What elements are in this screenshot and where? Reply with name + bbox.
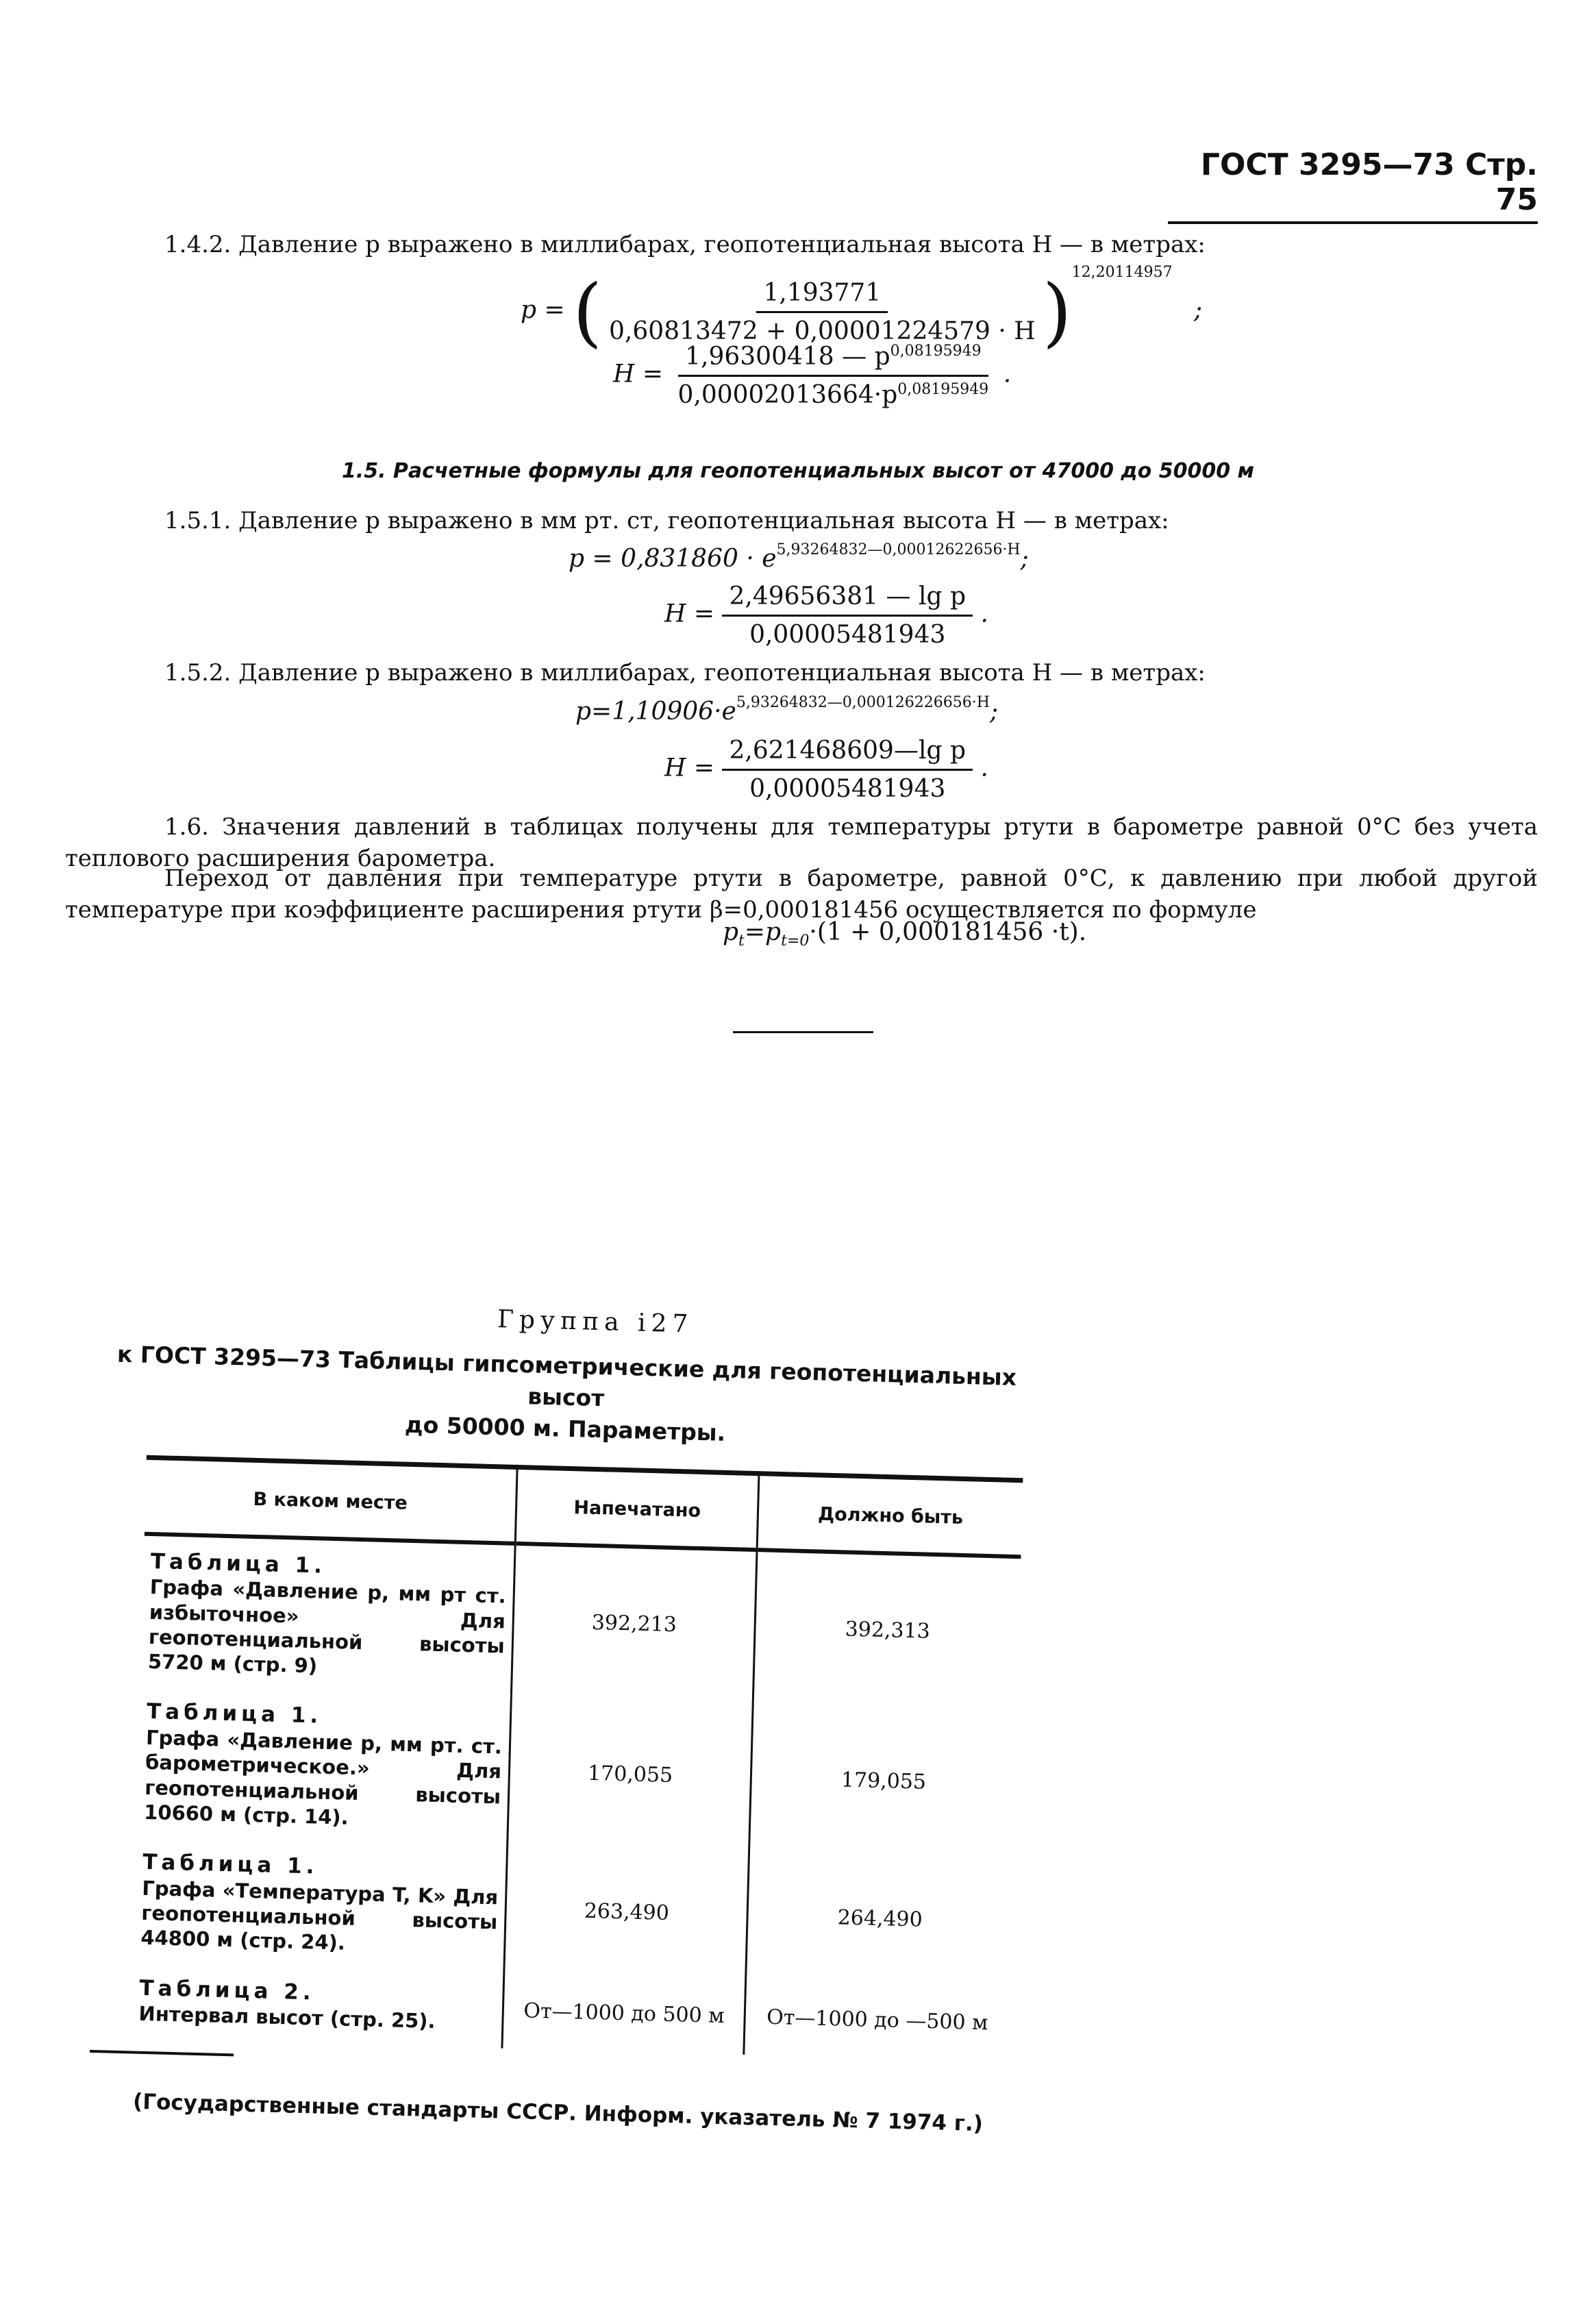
fraction-numerator: 1,96300418 — $p^{0,08195949}$: [678, 343, 988, 377]
formula-lhs: H =: [613, 360, 664, 388]
cell-where: Таблица 1. Графа «Давление p, мм рт ст. избыточное» Для геопотенциальной высоты 5720 м (стр. 9): [147, 1548, 507, 1678]
source-citation: (Государственные стандарты СССР. Информ. указатель № 7 1974 г.): [132, 2089, 984, 2136]
close-paren: ): [1042, 268, 1072, 356]
formula-fraction: [671, 343, 995, 409]
formula-1-4-2-height: [613, 343, 1011, 409]
column-header-where: В каком месте: [145, 1457, 517, 1544]
column-header-correct: Должно быть: [757, 1473, 1023, 1557]
footnote-rule: [90, 2049, 234, 2055]
formula-1-5-2-pressure: $p=1,10906\cdot e^{5,93264832—0,000126226656\cdot H}$;: [575, 694, 999, 726]
group-label: Группа i27: [497, 1305, 694, 1339]
paragraph-1-5-1: 1.5.1. Давление p выражено в мм рт. ст, геопотенциальная высота H — в метрах:: [164, 507, 1169, 534]
paragraph-1-4-2: 1.4.2. Давление p выражено в миллибарах, геопотенциальная высота H — в метрах:: [164, 231, 1206, 258]
formula-tail: ;: [1194, 296, 1203, 324]
table-row: [134, 1837, 1013, 1986]
section-heading-1-5: 1.5. Расчетные формулы для геопотенциальных высот от 47000 до 50000 м: [341, 459, 1255, 483]
fraction-denominator: 0,60813472 + 0,00001224579 · H: [609, 317, 1036, 345]
cell-where: Таблица 1. Графа «Температура T, K» Для геопотенциальной высоты 44800 м (стр. 24).: [140, 1849, 499, 1955]
paragraph-1-6: 1.6. Значения давлений в таблицах получены для температуры ртути в барометре равной 0°С без учета теплового расширения барометра.: [65, 813, 1538, 872]
cell-correct: 392,313: [753, 1550, 1021, 1709]
cell-where: Таблица 1. Графа «Давление p, мм рт. ст. барометрическое.» Для геопотенциальной высоты 10660 м (стр. 14).: [143, 1699, 503, 1829]
errata-block: [82, 1295, 1034, 2137]
formula-fraction: [722, 737, 973, 803]
cell-printed: От—1000 до 500 м: [502, 1972, 746, 2054]
cell-printed: 170,055: [508, 1696, 753, 1853]
table-row: [136, 1686, 1017, 1859]
fraction-denominator: 0,00005481943: [749, 621, 946, 649]
paragraph-1-5-2: 1.5.2. Давление p выражено в миллибарах, геопотенциальная высота H — в метрах:: [164, 659, 1206, 687]
formula-lhs: p =: [521, 296, 565, 324]
formula-tail: .: [1003, 360, 1012, 388]
paragraph-1-6-transition: Переход от давления при температуре ртути в барометре, равной 0°С, к давлению при любой другой температуре при коэффициенте расширения ртути β=0,000181456 осуществляется по формуле: [65, 865, 1538, 924]
open-paren: (: [573, 268, 603, 356]
column-header-printed: Напечатано: [515, 1467, 759, 1550]
fraction-denominator: 0,00005481943: [749, 775, 946, 803]
cell-printed: 263,490: [504, 1846, 749, 1979]
cell-correct: 179,055: [749, 1702, 1017, 1859]
fraction-denominator: $0,00002013664\cdot p^{0,08195949}$: [677, 381, 989, 409]
formula-1-4-2-pressure: [521, 264, 1202, 356]
table-row: [140, 1533, 1021, 1709]
errata-table: [132, 1455, 1023, 2061]
formula-fraction: [722, 582, 973, 649]
page-header: ГОСТ 3295—73 Стр. 75: [1168, 147, 1538, 224]
fraction-numerator: 1,193771: [756, 279, 888, 313]
formula-1-5-1-height: H = $\frac{\text{2,49656381 — lg p}}{0,00005481943}$ .: [664, 582, 988, 649]
cell-printed: 392,213: [511, 1543, 757, 1702]
cell-correct: От—1000 до —500 м: [744, 1978, 1010, 2061]
formula-fraction: [602, 279, 1043, 345]
cell-correct: 264,490: [746, 1853, 1013, 1986]
formula-exponent: 12,20114957: [1071, 264, 1173, 281]
fraction-numerator: 2,621468609—lg p: [722, 737, 973, 771]
errata-title: к ГОСТ 3295—73 Таблицы гипсометрические для геопотенциальных высот до 50000 м. Параметры.: [116, 1340, 1017, 1447]
formula-1-5-2-height: H = $\frac{\text{2,621468609—lg p}}{0,00005481943}$ .: [664, 737, 988, 803]
formula-1-6: $p_t=p_{t=0}\cdot(1 + 0,000181456 \cdot t)$.: [723, 918, 1087, 950]
cell-where: Таблица 2. Интервал высот (стр. 25).: [138, 1975, 436, 2033]
section-divider: [733, 1031, 873, 1033]
formula-1-5-1-pressure: $p = 0,831860 \cdot e^{5,93264832—0,00012622656\cdot H}$;: [569, 541, 1029, 573]
fraction-numerator: 2,49656381 — lg p: [722, 582, 973, 617]
